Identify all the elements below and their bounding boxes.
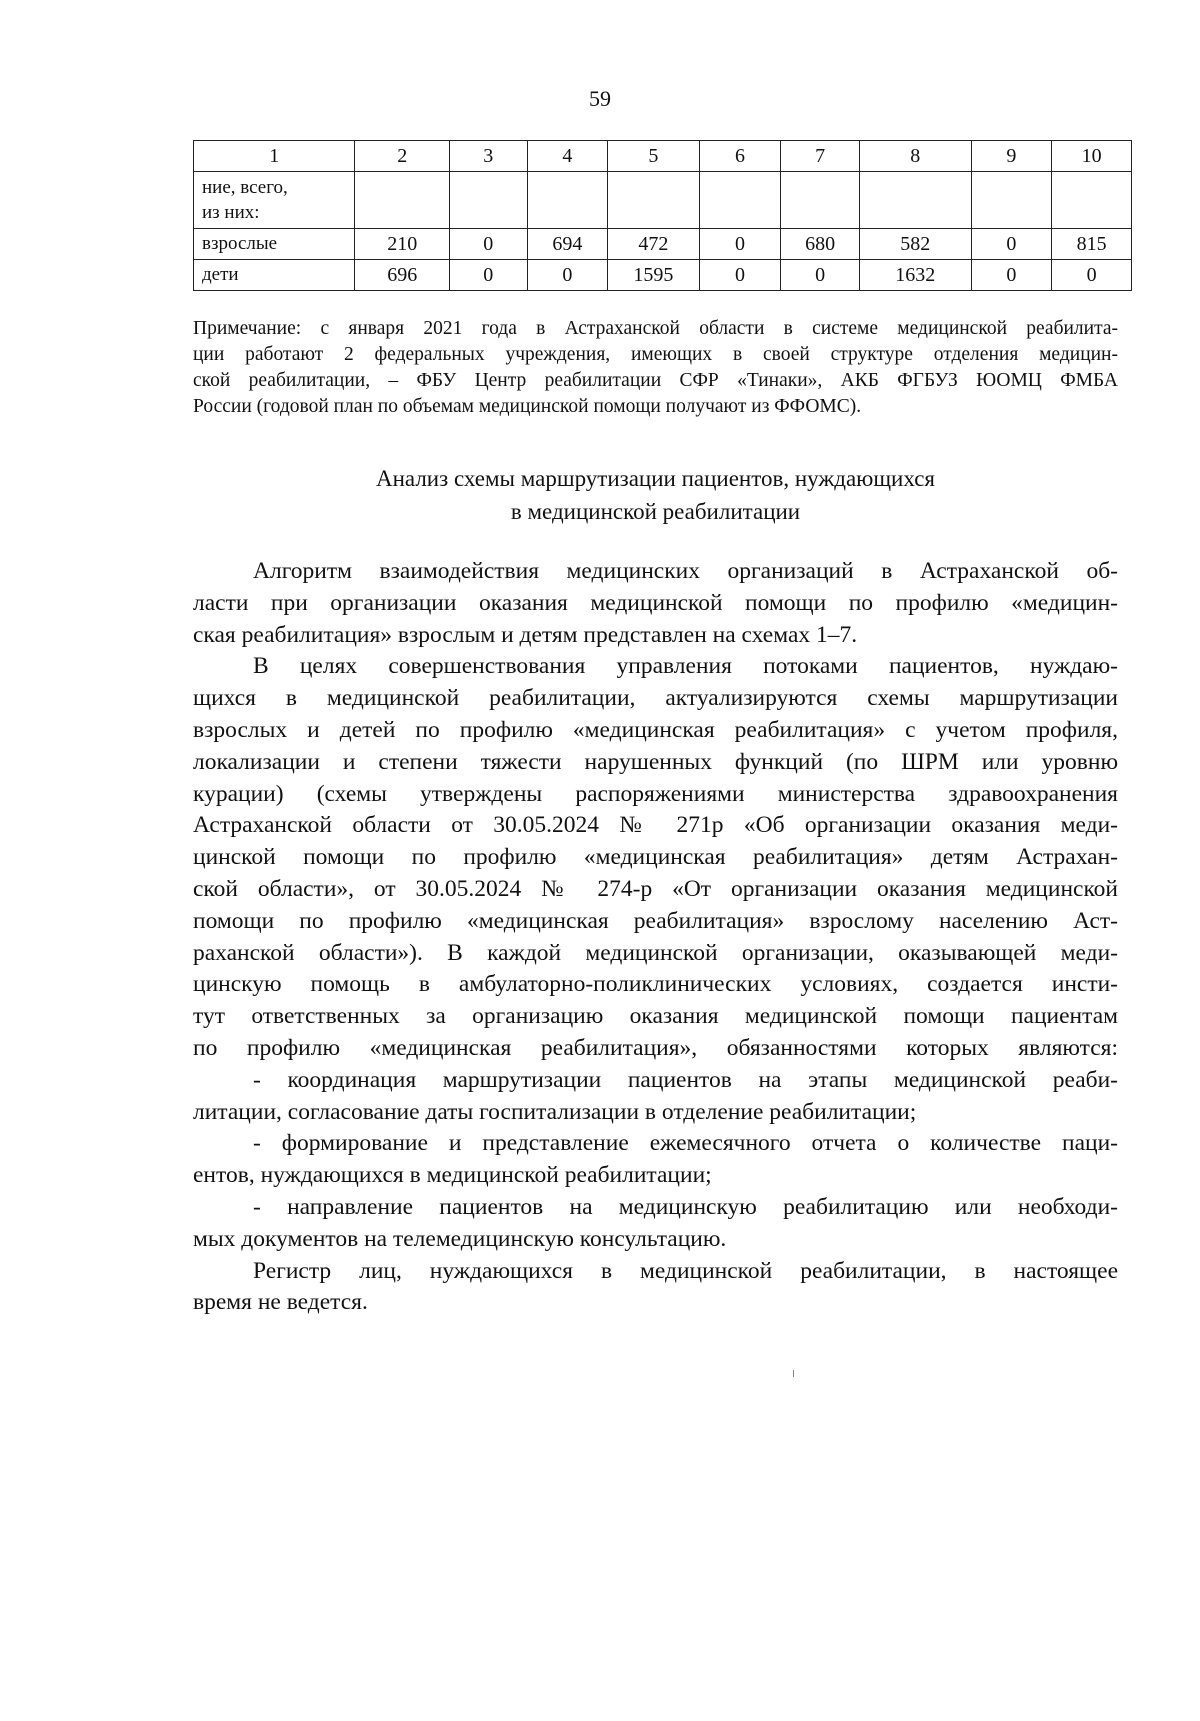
paragraph-line: помощи по профилю «медицинская реабилитация» взрослому населению Аст- (193, 907, 1118, 934)
paragraph-line: В целях совершенствования управления потоками пациентов, нуждаю- (253, 653, 1118, 680)
heading-line: Анализ схемы маршрутизации пациентов, нуждающихся (376, 466, 935, 491)
column-header: 10 (1052, 141, 1132, 172)
table-cell: 815 (1052, 229, 1132, 260)
table-cell: 210 (355, 229, 450, 260)
paragraph-line: ласти при организации оказания медицинской помощи по профилю «медицин- (193, 589, 1118, 616)
table-row (194, 260, 1132, 291)
paragraph-line: Алгоритм взаимодействия медицинских организаций в Астраханской об- (253, 558, 1118, 584)
table-cell (781, 172, 860, 229)
paragraph-line: литации, согласование даты госпитализации в отделение реабилитации; (193, 1098, 917, 1125)
paragraph-line: взрослых и детей по профилю «медицинская реабилитация» с учетом профиля, (193, 716, 1118, 743)
paragraph-line: ской области», от 30.05.2024 № 274-р «От организации оказания медицинской (193, 875, 1118, 902)
paragraph-line: мых документов на телемедицинскую консультацию. (193, 1225, 727, 1252)
heading-line: в медицинской реабилитации (510, 499, 801, 524)
row-label: взрослые (194, 229, 355, 260)
paragraph-line: - координация маршрутизации пациентов на этапы медицинской реаби- (253, 1066, 1118, 1093)
paragraph-line: раханской области»). В каждой медицинской организации, оказывающей меди- (193, 939, 1118, 966)
table-cell: 696 (355, 260, 450, 291)
paragraph-line: Астраханской области от 30.05.2024 № 271р «Об организации оказания меди- (193, 812, 1118, 839)
table-cell: 0 (449, 260, 527, 291)
paragraph-line: цинскую помощь в амбулаторно-поликлинических условиях, создается инсти- (193, 971, 1118, 998)
body-text (193, 556, 1118, 1319)
column-header: 6 (699, 141, 781, 172)
note-line: ской реабилитации, – ФБУ Центр реабилитации СФР «Тинаки», АКБ ФГБУЗ ЮОМЦ ФМБА (193, 370, 1118, 391)
paragraph-line: ентов, нуждающихся в медицинской реабилитации; (193, 1162, 712, 1189)
column-header: 4 (527, 141, 608, 172)
table-cell: 1595 (608, 260, 699, 291)
note-line: Примечание: с января 2021 года в Астраханской области в системе медицинской реабилита- (193, 318, 1118, 339)
paragraph-line: цинской помощи по профилю «медицинская реабилитация» детям Астрахан- (193, 844, 1118, 871)
table-cell: 694 (527, 229, 608, 260)
paragraph-line: Регистр лиц, нуждающихся в медицинской реабилитации, в настоящее (253, 1257, 1118, 1284)
table-cell (449, 172, 527, 229)
section-heading (193, 462, 1118, 528)
table-cell (608, 172, 699, 229)
table-cell (1052, 172, 1132, 229)
table-cell: 1632 (859, 260, 971, 291)
row-label: дети (194, 260, 355, 291)
table-cell: 0 (449, 229, 527, 260)
column-header: 1 (194, 141, 355, 172)
page-number: 59 (589, 86, 611, 111)
scan-artifact (793, 1370, 794, 1377)
table-cell: 0 (1052, 260, 1132, 291)
paragraph-line: время не ведется. (193, 1289, 368, 1316)
table-cell: 0 (699, 260, 781, 291)
table-cell: 0 (781, 260, 860, 291)
data-table (193, 140, 1132, 291)
table-cell: 0 (971, 260, 1052, 291)
table-cell (971, 172, 1052, 229)
paragraph-line: по профилю «медицинская реабилитация», обязанностями которых являются: (193, 1034, 1118, 1061)
column-header: 3 (449, 141, 527, 172)
table-cell: 0 (527, 260, 608, 291)
paragraph-line: щихся в медицинской реабилитации, актуализируются схемы маршрутизации (193, 685, 1118, 712)
table-cell: 680 (781, 229, 860, 260)
table-cell: 0 (971, 229, 1052, 260)
paragraph-line: - формирование и представление ежемесячного отчета о количестве паци- (253, 1130, 1118, 1157)
row-label-line: из них: (202, 202, 260, 223)
column-header: 8 (859, 141, 971, 172)
table-note (193, 316, 1118, 420)
column-header: 7 (781, 141, 860, 172)
paragraph-line: локализации и степени тяжести нарушенных функций (по ШРМ или уровню (193, 748, 1118, 775)
table-cell (527, 172, 608, 229)
row-label (194, 172, 355, 229)
table-cell: 472 (608, 229, 699, 260)
table-cell: 582 (859, 229, 971, 260)
table-cell (699, 172, 781, 229)
paragraph-line: тут ответственных за организацию оказания медицинской помощи пациентам (193, 1003, 1118, 1030)
paragraph-line: - направление пациентов на медицинскую реабилитацию или необходи- (253, 1193, 1118, 1220)
table-row (194, 229, 1132, 260)
note-line: ции работают 2 федеральных учреждения, имеющих в своей структуре отделения медицин- (193, 344, 1118, 365)
table-cell (859, 172, 971, 229)
paragraph-line: ская реабилитация» взрослым и детям представлен на схемах 1–7. (193, 621, 858, 648)
table-header-row (194, 141, 1132, 172)
table-cell (355, 172, 450, 229)
table-row (194, 172, 1132, 229)
column-header: 9 (971, 141, 1052, 172)
column-header: 2 (355, 141, 450, 172)
row-label-line: ние, всего, (202, 177, 288, 198)
paragraph-line: курации) (схемы утверждены распоряжениями министерства здравоохранения (193, 780, 1118, 807)
note-line: России (годовой план по объемам медицинской помощи получают из ФФОМС). (193, 396, 862, 417)
table-cell: 0 (699, 229, 781, 260)
column-header: 5 (608, 141, 699, 172)
